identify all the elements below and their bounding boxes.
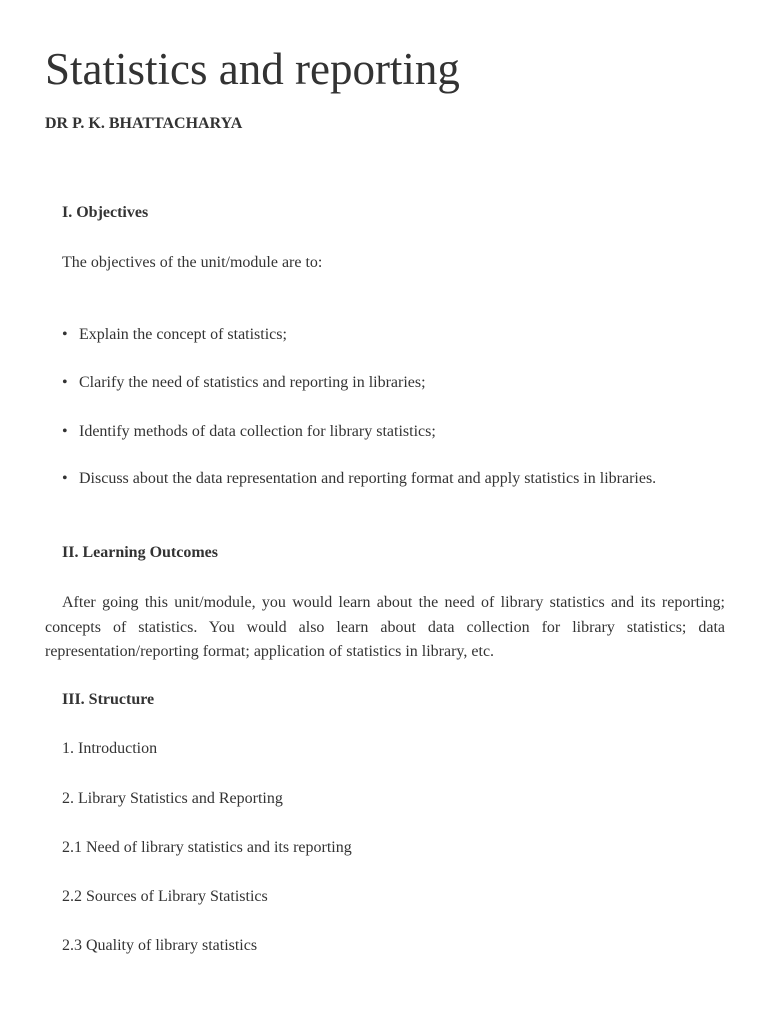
objective-item — [62, 469, 656, 489]
structure-item: 2.2 Sources of Library Statistics — [62, 888, 268, 905]
bullet-icon: • — [62, 423, 68, 440]
objective-item-text: Clarify the need of statistics and reporting in libraries; — [79, 374, 426, 391]
objective-item-text: Discuss about the data representation and reporting format and apply statistics in libraries. — [79, 470, 657, 487]
structure-item: 2. Library Statistics and Reporting — [62, 790, 283, 807]
bullet-icon: • — [62, 374, 68, 391]
objective-item-text: Identify methods of data collection for library statistics; — [79, 423, 436, 440]
objectives-heading: I. Objectives — [62, 204, 149, 221]
author-name: DR P. K. BHATTACHARYA — [45, 115, 243, 132]
bullet-icon: • — [62, 470, 68, 487]
objective-item — [62, 422, 436, 442]
outcomes-heading-number: II — [62, 544, 75, 561]
objectives-intro: The objectives of the unit/module are to: — [62, 254, 323, 271]
bullet-icon: • — [62, 326, 68, 343]
document-title: Statistics and reporting — [45, 44, 460, 94]
structure-heading: III. Structure — [62, 691, 155, 708]
outcomes-heading — [62, 543, 218, 563]
outcomes-paragraph: After going this unit/module, you would learn about the need of library statistics and its reporting; concepts of statistics. You would also learn about data collection for library statistics; data representation/reporting format; application of statistics in library, etc. — [45, 594, 725, 660]
objective-item — [62, 325, 287, 345]
structure-item: 2.3 Quality of library statistics — [62, 937, 258, 954]
objective-item-text: Explain the concept of statistics; — [79, 326, 287, 343]
outcomes-heading-text: . Learning Outcomes — [74, 544, 218, 561]
structure-item: 1. Introduction — [62, 740, 158, 757]
objective-item — [62, 373, 426, 393]
structure-item: 2.1 Need of library statistics and its reporting — [62, 839, 352, 856]
